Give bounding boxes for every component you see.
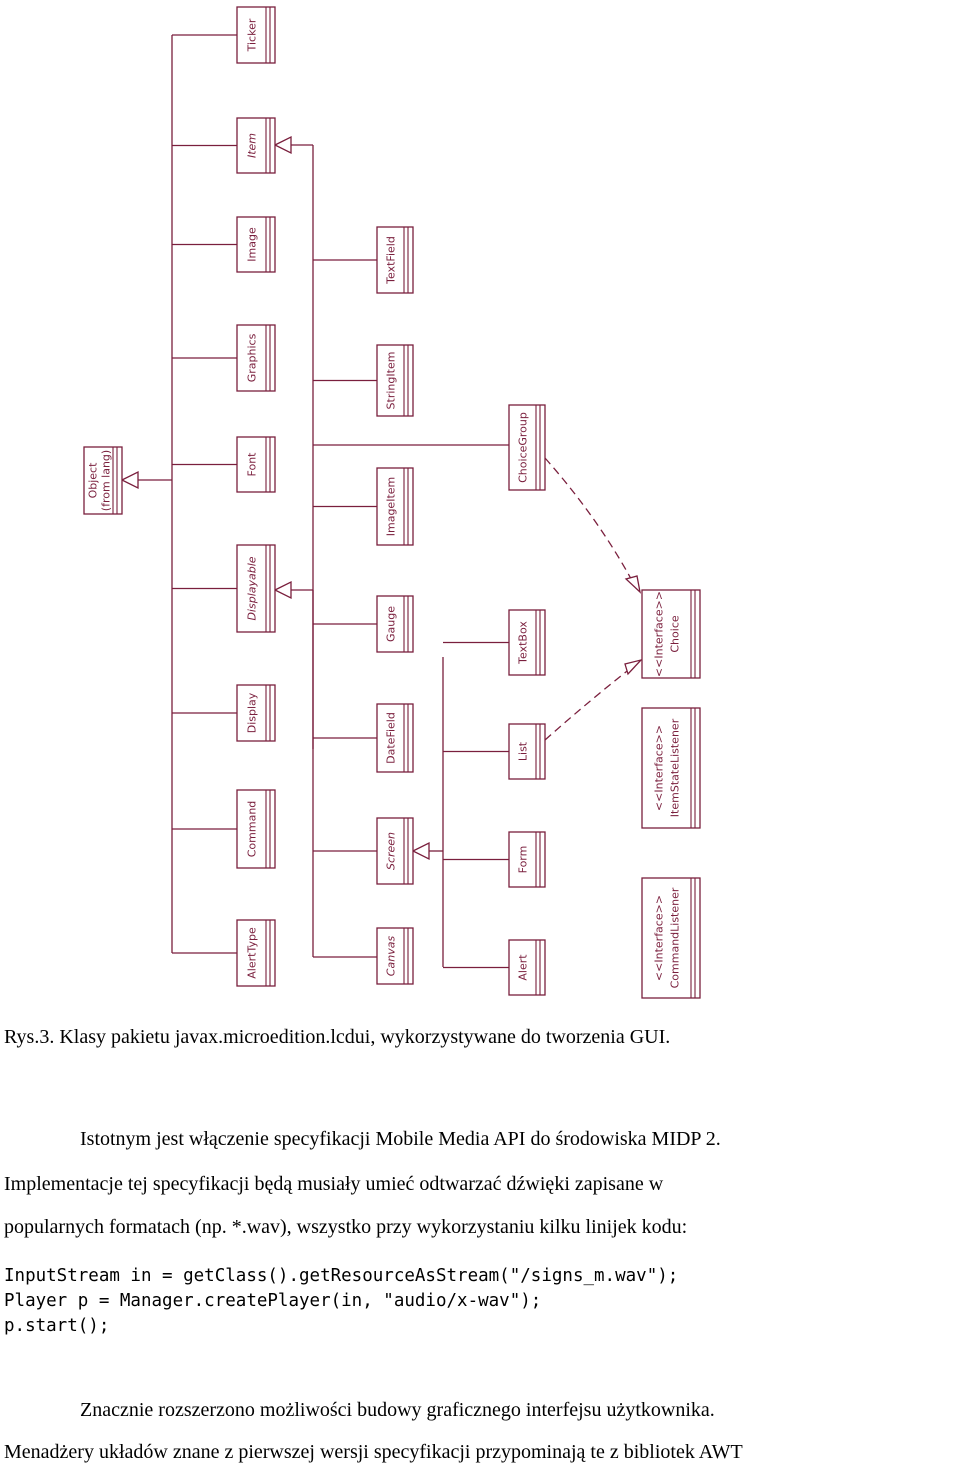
class-name: Choice [668, 615, 682, 653]
class-name: TextField [384, 236, 398, 284]
class-screen [377, 818, 413, 884]
class-name: Image [245, 227, 259, 262]
class-textfield [377, 227, 413, 293]
class-alert [509, 940, 545, 995]
class-name: Font [245, 452, 259, 477]
realization-choicegroup [545, 458, 636, 588]
class-choicegroup [509, 405, 545, 490]
code-line3: p.start(); [4, 1316, 110, 1336]
paragraph2-line1: Znacznie rozszerzono możliwości budowy graficznego interfejsu użytkownika. [80, 1399, 715, 1421]
class-gauge [377, 596, 413, 652]
class-name: Graphics [245, 333, 259, 383]
class-font [237, 437, 275, 492]
class-name: Command [245, 800, 259, 858]
object-generalization-arrowhead [122, 472, 138, 488]
class-name: TextBox [516, 621, 530, 664]
class-name: Displayable [245, 556, 259, 621]
class-item [237, 118, 275, 173]
class-image [237, 217, 275, 272]
class-name: Object [86, 462, 100, 499]
class-form [509, 832, 545, 887]
class-choice [642, 590, 700, 678]
displayable-generalization-arrowhead [275, 582, 291, 598]
class-name: Item [245, 132, 259, 159]
class-textbox [509, 610, 545, 675]
class-name: Display [245, 692, 259, 734]
item-generalization-arrowhead [275, 137, 291, 153]
code-line1: InputStream in = getClass().getResourceAsStream("/signs_m.wav"); [4, 1266, 679, 1286]
realization-list [545, 664, 636, 740]
class-canvas [377, 928, 413, 984]
class-name: DateField [384, 712, 398, 764]
class-object [84, 447, 122, 514]
class-display [237, 685, 275, 741]
class-name: Screen [384, 831, 398, 871]
code-line2: Player p = Manager.createPlayer(in, "audio/x-wav"); [4, 1291, 542, 1311]
class-graphics [237, 325, 275, 391]
class-name: ItemStateListener [668, 718, 682, 818]
paragraph1-line2: Implementacje tej specyfikacji będą musiały umieć odtwarzać dźwięki zapisane w [4, 1173, 664, 1195]
class-name: List [516, 741, 530, 762]
class-name: Gauge [384, 606, 398, 642]
class-stereotype: <<Interface>> [652, 894, 666, 982]
class-package: (from lang) [99, 449, 113, 512]
class-datefield [377, 704, 413, 772]
paragraph2-line2: Menadżery układów znane z pierwszej wersji specyfikacji przypominają te z bibliotek AWT [4, 1441, 743, 1463]
class-name: Ticker [245, 18, 259, 52]
class-stereotype: <<Interface>> [652, 724, 666, 812]
realization-arrowhead [625, 660, 641, 674]
class-name: StringItem [384, 351, 398, 410]
class-list [509, 724, 545, 779]
paragraph1-line1: Istotnym jest włączenie specyfikacji Mobile Media API do środowiska MIDP 2. [80, 1128, 721, 1150]
class-displayable [237, 545, 275, 632]
class-commandlistener [642, 878, 700, 998]
class-name: ImageItem [384, 476, 398, 537]
class-command [237, 790, 275, 868]
class-itemstatelistener [642, 708, 700, 828]
realization-arrowhead [626, 576, 640, 592]
paragraph1-line3: popularnych formatach (np. *.wav), wszystko przy wykorzystaniu kilku linijek kodu: [4, 1216, 688, 1238]
class-name: CommandListener [668, 887, 682, 989]
class-name: ChoiceGroup [516, 412, 530, 483]
figure-caption: Rys.3. Klasy pakietu javax.microedition.lcdui, wykorzystywane do tworzenia GUI. [4, 1026, 671, 1048]
class-imageitem [377, 468, 413, 545]
class-name: Alert [516, 954, 530, 981]
screen-generalization-arrowhead [413, 843, 429, 859]
class-stereotype: <<Interface>> [652, 590, 666, 678]
class-name: Form [516, 845, 530, 874]
class-stringitem [377, 345, 413, 416]
class-ticker [237, 7, 275, 63]
class-name: Canvas [384, 935, 398, 977]
class-alerttype [237, 920, 275, 986]
class-name: AlertType [245, 927, 259, 979]
